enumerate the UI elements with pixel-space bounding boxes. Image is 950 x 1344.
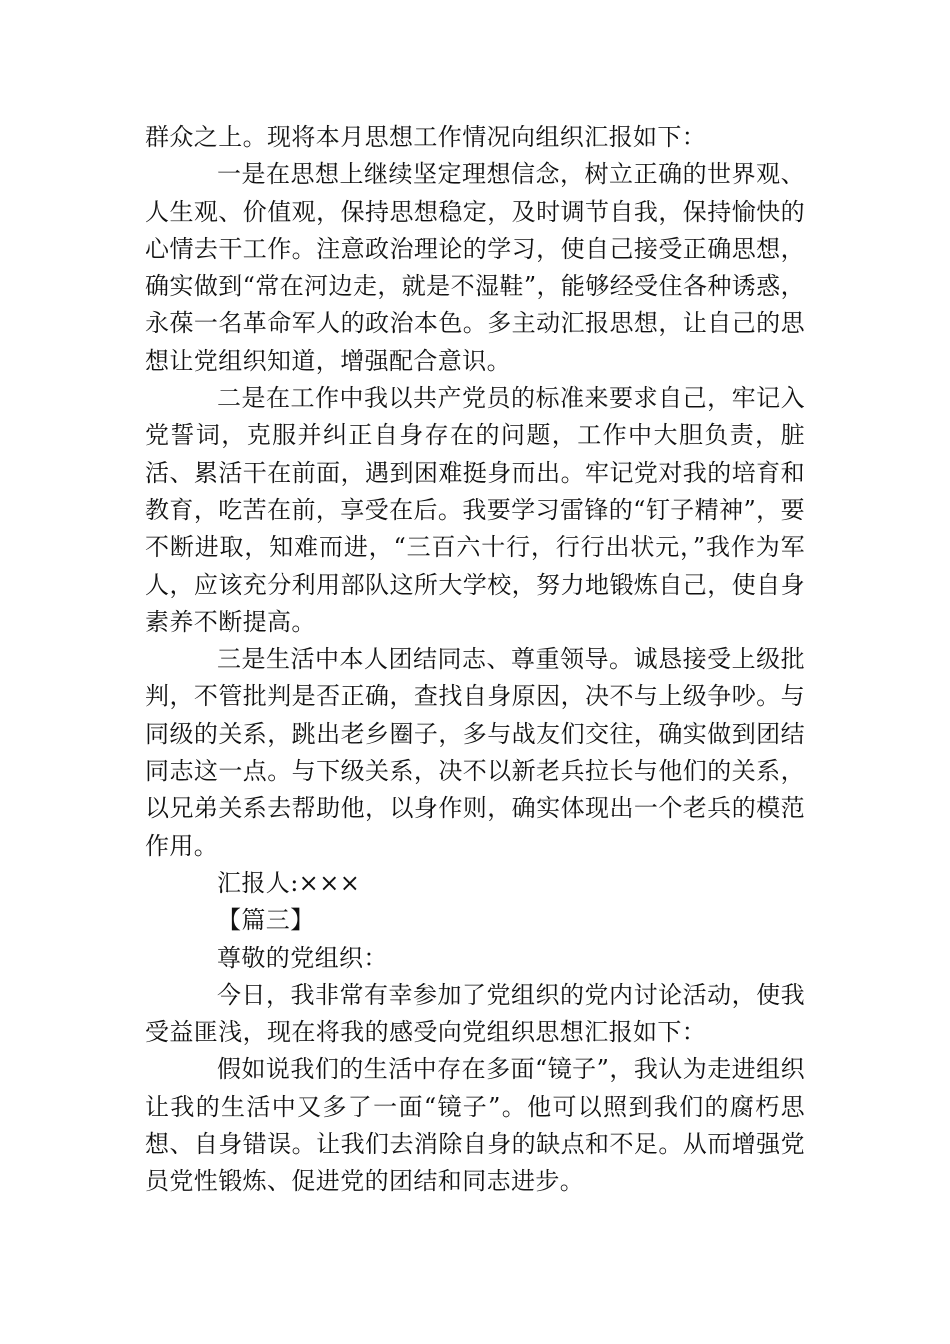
paragraph-opening: 今日，我非常有幸参加了党组织的党内讨论活动，使我受益匪浅，现在将我的感受向党组织思想汇报如下： <box>145 980 805 1047</box>
paragraph-point-three: 三是生活中本人团结同志、尊重领导。诚恳接受上级批判，不管批判是否正确，查找自身原因，决不与上级争吵。与同级的关系，跳出老乡圈子，多与战友们交往，确实做到团结同志这一点。与下级关系，决不以新老兵拉长与他们的关系，以兄弟关系去帮助他，以身作则，确实体现出一个老兵的模范作用。 <box>145 645 805 860</box>
section-heading: 【篇三】 <box>217 906 315 935</box>
reporter-signature: 汇报人:××× <box>217 868 361 897</box>
salutation: 尊敬的党组织： <box>217 943 388 972</box>
paragraph-point-two: 二是在工作中我以共产党员的标准来要求自己，牢记入党誓词，克服并纠正自身存在的问题，工作中大胆负责，脏活、累活干在前面，遇到困难挺身而出。牢记党对我的培育和教育，吃苦在前，享受在后。我要学习雷锋的“钉子精神”，要不断进取，知难而进，“三百六十行，行行出状元，”我作为军人，应该充分利用部队这所大学校，努力地锻炼自己，使自身素养不断提高。 <box>145 384 805 636</box>
paragraph-intro-continuation: 群众之上。现将本月思想工作情况向组织汇报如下： <box>145 123 707 151</box>
paragraph-point-one: 一是在思想上继续坚定理想信念，树立正确的世界观、人生观、价值观，保持思想稳定，及时调节自我，保持愉快的心情去干工作。注意政治理论的学习，使自己接受正确思想，确实做到“常在河边走，就是不湿鞋”，能够经受住各种诱惑，永葆一名革命军人的政治本色。多主动汇报思想，让自己的思想让党组织知道，增强配合意识。 <box>145 160 805 375</box>
document-body <box>145 119 805 1201</box>
paragraph-mirror: 假如说我们的生活中存在多面“镜子”，我认为走进组织让我的生活中又多了一面“镜子”。他可以照到我们的腐朽思想、自身错误。让我们去消除自身的缺点和不足。从而增强党员党性锻炼、促进党的团结和同志进步。 <box>145 1055 805 1196</box>
